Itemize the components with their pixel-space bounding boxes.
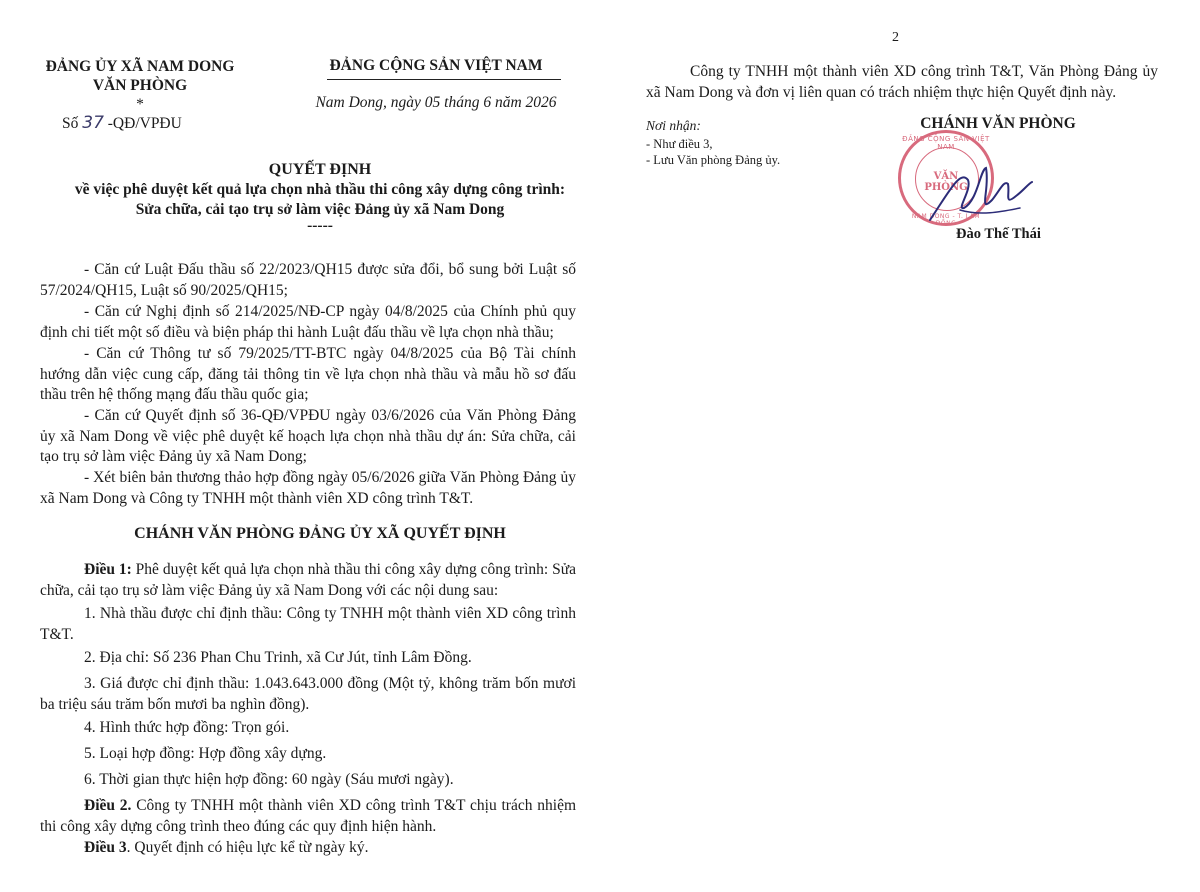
doc-number-prefix: Số — [62, 115, 79, 132]
signer-title: CHÁNH VĂN PHÒNG — [920, 115, 1076, 132]
article-3-text: . Quyết định có hiệu lực kể từ ngày ký. — [126, 839, 369, 856]
article-3 — [40, 838, 576, 859]
document-title: QUYẾT ĐỊNH — [268, 161, 372, 178]
article-2-label: Điều 2. — [84, 797, 132, 814]
doc-number-suffix: -QĐ/VPĐU — [107, 115, 182, 132]
item-4: 4. Hình thức hợp đồng: Trọn gói. — [84, 719, 290, 736]
decision-heading: CHÁNH VĂN PHÒNG ĐẢNG ỦY XÃ QUYẾT ĐỊNH — [134, 525, 506, 542]
item-6: 6. Thời gian thực hiện hợp đồng: 60 ngày (Sáu mươi ngày). — [84, 771, 454, 788]
item-2: 2. Địa chỉ: Số 236 Phan Chu Trinh, xã Cư Jút, tỉnh Lâm Đồng. — [84, 649, 472, 666]
signature-underline — [960, 208, 1020, 213]
org-name: ĐẢNG ỦY XÃ NAM DONG — [45, 58, 235, 75]
article-1-text: Phê duyệt kết quả lựa chọn nhà thầu thi công xây dựng công trình: Sửa chữa, cải tạo trụ sở làm việc Đảng ủy xã Nam Dong với các nội dung sau: — [40, 561, 576, 599]
article-3-label: Điều 3 — [84, 839, 127, 856]
recipients-label: Nơi nhận: — [646, 118, 701, 133]
basis-4: - Căn cứ Quyết định số 36-QĐ/VPĐU ngày 03/6/2026 của Văn Phòng Đảng ủy xã Nam Dong về việc phê duyệt kế hoạch lựa chọn nhà thầu dự án: Sửa chữa, cải tạo trụ sở làm việc Đảng ủy xã Nam Dong; — [40, 407, 576, 465]
article-1-label: Điều 1: — [84, 561, 132, 578]
signature-stroke — [930, 168, 1032, 220]
item-3: 3. Giá được chỉ định thầu: 1.043.643.000 đồng (Một tỷ, không trăm bốn mươi ba triệu sáu trăm bốn mươi ba nghìn đồng). — [40, 675, 576, 713]
handwritten-signature — [920, 150, 1040, 230]
continuation-paragraph: Công ty TNHH một thành viên XD công trình T&T, Văn Phòng Đảng ủy xã Nam Dong và đơn vị liên quan có trách nhiệm thực hiện Quyết định này. — [646, 63, 1158, 101]
title-divider: ----- — [307, 217, 333, 234]
document-page-2 — [610, 0, 1200, 892]
party-name: ĐẢNG CỘNG SẢN VIỆT NAM — [329, 57, 543, 74]
basis-2: - Căn cứ Nghị định số 214/2025/NĐ-CP ngày 04/8/2025 của Chính phủ quy định chi tiết một số điều và biện pháp thi hành Luật đấu thầu về lựa chọn nhà thầu; — [40, 303, 576, 341]
stamp-center-text: VĂN PHÒNG — [924, 171, 968, 193]
doc-number-handwritten: 37 — [82, 113, 104, 133]
org-star: * — [136, 96, 144, 113]
org-office: VĂN PHÒNG — [92, 77, 188, 94]
article-2 — [40, 796, 576, 837]
recipient-1: - Như điều 3, — [646, 137, 713, 151]
place-date: Nam Dong, ngày 05 tháng 6 năm 2026 — [315, 94, 557, 111]
basis-3: - Căn cứ Thông tư số 79/2025/TT-BTC ngày 04/8/2025 của Bộ Tài chính hướng dẫn việc cung cấp, đăng tải thông tin về lựa chọn nhà thầu và mẫu hồ sơ đấu thầu trên hệ thống mạng đấu thầu quốc gia; — [40, 345, 576, 403]
document-number — [62, 113, 182, 133]
stamp-bottom-text: NAM DONG - T. LÂM ĐỒNG — [911, 213, 981, 227]
recipient-2: - Lưu Văn phòng Đảng ủy. — [646, 153, 781, 167]
basis-1: - Căn cứ Luật Đấu thầu số 22/2023/QH15 được sửa đổi, bổ sung bởi Luật số 57/2024/QH15, Luật số 90/2025/QH15; — [40, 261, 576, 299]
signer-name: Đào Thế Thái — [956, 226, 1041, 242]
stamp-ring-text: ĐẢNG CỘNG SẢN VIỆT NAM — [902, 135, 990, 151]
article-1 — [40, 560, 576, 601]
article-2-text: Công ty TNHH một thành viên XD công trình T&T chịu trách nhiệm thi công xây dựng công trình theo đúng các quy định hiện hành. — [40, 797, 577, 835]
party-underline — [327, 79, 561, 80]
item-1: 1. Nhà thầu được chỉ định thầu: Công ty TNHH một thành viên XD công trình T&T. — [40, 605, 576, 643]
document-subtitle-line1: về việc phê duyệt kết quả lựa chọn nhà thầu thi công xây dựng công trình: — [74, 181, 566, 198]
page-number: 2 — [892, 30, 899, 45]
document-subtitle-line2: Sửa chữa, cải tạo trụ sở làm việc Đảng ủy xã Nam Dong — [135, 201, 505, 218]
item-5: 5. Loại hợp đồng: Hợp đồng xây dựng. — [84, 745, 327, 762]
basis-5: - Xét biên bản thương thảo hợp đồng ngày 05/6/2026 giữa Văn Phòng Đảng ủy xã Nam Dong và Công ty TNHH một thành viên XD công trình T&T. — [40, 469, 576, 507]
